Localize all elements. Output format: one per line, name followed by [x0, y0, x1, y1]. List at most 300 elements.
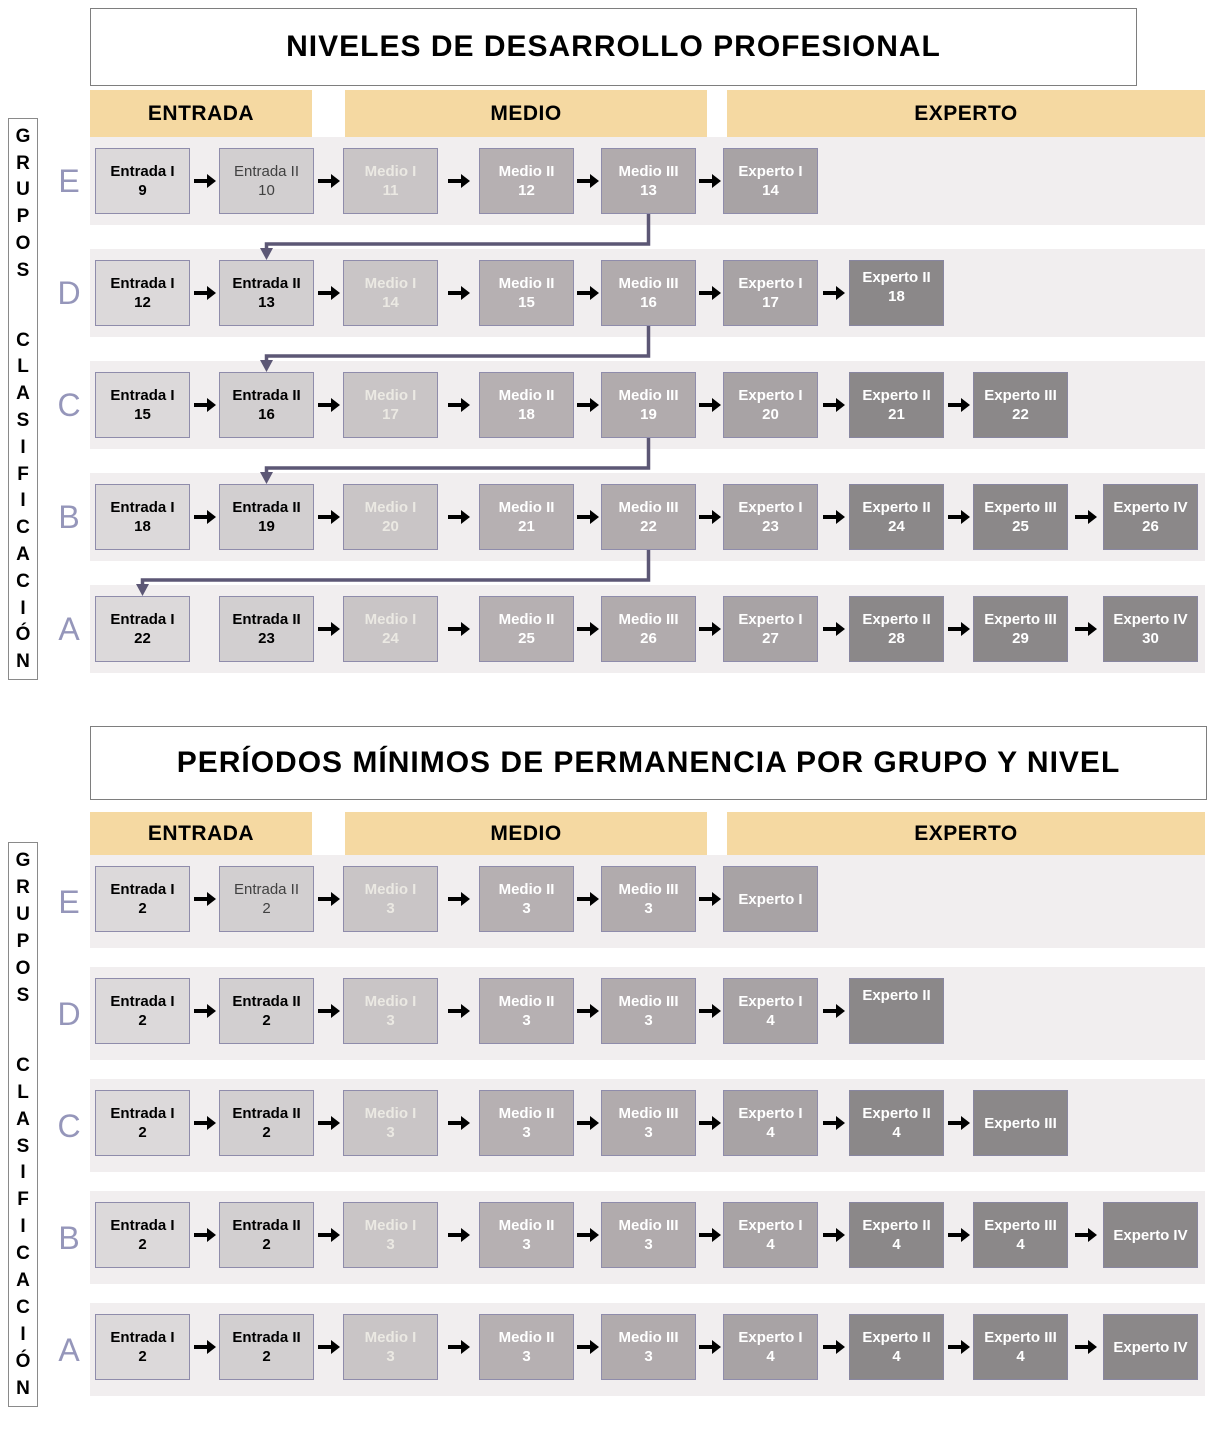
node-label: Medio II: [498, 275, 555, 292]
node-label: Entrada II: [232, 1217, 301, 1234]
node-medio-ii: [479, 1202, 574, 1268]
row-group-letter: D: [57, 995, 81, 1032]
arrow-right-icon: [577, 174, 599, 188]
node-medio-ii: [479, 1314, 574, 1380]
arrow-right-icon: [194, 174, 216, 188]
node-label: Experto I: [738, 611, 803, 628]
arrow-right-icon: [823, 1228, 845, 1242]
row-group-letter: C: [57, 387, 81, 423]
side-label-letter: U: [16, 179, 30, 201]
node-label: Experto I: [738, 387, 803, 404]
side-label-letter: C: [16, 570, 30, 592]
node-value: 9: [138, 182, 147, 199]
side-label-letter: R: [16, 876, 30, 898]
side-label-letter: I: [20, 1324, 26, 1346]
node-value: 4: [1016, 1348, 1025, 1365]
row-group-letter: B: [58, 1219, 80, 1256]
arrow-right-icon: [1075, 1340, 1097, 1354]
side-label-letter: C: [16, 329, 30, 351]
node-label: Medio III: [618, 163, 679, 180]
node-medio-i: [343, 978, 438, 1044]
node-experto-iii: [973, 1314, 1068, 1380]
node-entrada-i: [95, 866, 190, 932]
node-value: 23: [762, 518, 779, 535]
node-value: 13: [640, 182, 657, 199]
node-entrada-ii: [219, 260, 314, 326]
node-value: 3: [386, 1124, 395, 1141]
side-label-letter: S: [16, 259, 30, 281]
node-label: Experto II: [862, 1217, 931, 1234]
node-label: Experto IV: [1113, 1338, 1188, 1356]
arrow-right-icon: [577, 398, 599, 412]
node-entrada-i: [95, 260, 190, 326]
node-label: Experto II: [862, 269, 931, 286]
header-medio: MEDIO: [345, 90, 707, 137]
node-value: 3: [386, 900, 395, 917]
arrow-right-icon: [577, 286, 599, 300]
side-label-letter: O: [15, 957, 31, 979]
arrow-right-icon: [699, 286, 721, 300]
node-experto-iii: [973, 596, 1068, 662]
node-experto-i: [723, 866, 818, 932]
node-value: 4: [766, 1348, 775, 1365]
arrow-right-icon: [194, 1228, 216, 1242]
side-label-letter: S: [16, 1135, 30, 1157]
arrow-right-icon: [699, 1228, 721, 1242]
node-experto-i: [723, 596, 818, 662]
node-value: 3: [522, 1124, 531, 1141]
node-value: 3: [386, 1012, 395, 1029]
node-experto-iii: [973, 372, 1068, 438]
node-label: Experto IV: [1113, 1226, 1188, 1244]
node-label: Entrada II: [232, 387, 301, 404]
node-label: Experto I: [738, 1217, 803, 1234]
node-experto-iv: [1103, 596, 1198, 662]
node-medio-iii: [601, 372, 696, 438]
header-experto: EXPERTO: [727, 90, 1205, 137]
node-value: 4: [766, 1012, 775, 1029]
node-label: Medio I: [364, 1329, 417, 1346]
node-label: Medio III: [618, 611, 679, 628]
node-label: Entrada II: [232, 275, 301, 292]
node-label: Experto III: [984, 1329, 1057, 1346]
node-entrada-ii: [219, 978, 314, 1044]
arrow-right-icon: [823, 1340, 845, 1354]
node-value: 2: [262, 1124, 271, 1141]
node-medio-i: [343, 484, 438, 550]
node-label: Medio II: [498, 387, 555, 404]
side-label-letter: G: [15, 125, 31, 147]
node-label: Entrada I: [110, 881, 175, 898]
row-group-letter: C: [57, 1107, 81, 1144]
side-label-letter: I: [20, 1216, 26, 1238]
arrow-right-icon: [1075, 622, 1097, 636]
arrow-right-icon: [194, 892, 216, 906]
node-label: Entrada I: [110, 1329, 175, 1346]
node-value: 4: [892, 1348, 901, 1365]
node-label: Experto II: [862, 499, 931, 516]
node-label: Experto IV: [1113, 611, 1188, 628]
side-label-letter: R: [16, 152, 30, 174]
node-label: Entrada II: [233, 881, 300, 898]
node-value: 4: [1016, 1236, 1025, 1253]
arrow-right-icon: [318, 1340, 340, 1354]
node-label: Medio II: [498, 1105, 555, 1122]
side-label-letter: S: [16, 984, 30, 1006]
node-medio-iii: [601, 1202, 696, 1268]
arrow-right-icon: [448, 622, 470, 636]
node-experto-ii: [849, 978, 944, 1044]
node-label: Experto IV: [1113, 499, 1188, 516]
node-entrada-ii: [219, 596, 314, 662]
arrow-right-icon: [823, 1116, 845, 1130]
node-value: 22: [640, 518, 657, 535]
node-medio-iii: [601, 1314, 696, 1380]
node-label: Medio II: [498, 611, 555, 628]
arrow-right-icon: [1075, 1228, 1097, 1242]
side-label-letter: F: [17, 463, 29, 485]
node-value: 2: [138, 1236, 147, 1253]
node-medio-ii: [479, 596, 574, 662]
side-label-letter: C: [16, 517, 30, 539]
node-value: 15: [518, 294, 535, 311]
arrow-right-icon: [823, 398, 845, 412]
node-label: Entrada I: [110, 499, 175, 516]
node-label: Entrada II: [233, 163, 300, 180]
node-label: Entrada I: [110, 275, 175, 292]
arrow-right-icon: [194, 1116, 216, 1130]
node-label: Experto II: [862, 987, 931, 1004]
node-label: Medio III: [618, 499, 679, 516]
arrow-right-icon: [948, 1228, 970, 1242]
arrow-right-icon: [577, 1004, 599, 1018]
node-value: 18: [888, 288, 905, 305]
node-value: 3: [386, 1236, 395, 1253]
node-entrada-ii: [219, 484, 314, 550]
side-label-letter: L: [17, 356, 29, 378]
arrow-right-icon: [318, 286, 340, 300]
node-label: Experto I: [738, 1105, 803, 1122]
node-label: Medio I: [364, 163, 417, 180]
side-label-letter: S: [16, 409, 30, 431]
node-label: Medio III: [618, 387, 679, 404]
node-value: 3: [644, 1124, 653, 1141]
node-label: Experto III: [984, 387, 1057, 404]
node-value: 3: [522, 1012, 531, 1029]
node-label: Entrada I: [110, 993, 175, 1010]
node-value: 4: [892, 1236, 901, 1253]
side-label-grupos-clasificacion: [8, 842, 38, 1407]
node-experto-i: [723, 148, 818, 214]
side-label-letter: Ó: [15, 624, 31, 646]
node-label: Experto I: [738, 275, 803, 292]
node-value: 20: [762, 406, 779, 423]
node-experto-iii: [973, 1202, 1068, 1268]
node-value: 16: [258, 406, 275, 423]
side-label-letter: F: [17, 1189, 29, 1211]
side-label-letter: A: [16, 1270, 30, 1292]
arrow-right-icon: [699, 892, 721, 906]
node-experto-iv: [1103, 1314, 1198, 1380]
node-value: 2: [138, 900, 147, 917]
node-experto-i: [723, 1090, 818, 1156]
node-label: Experto III: [984, 1114, 1057, 1132]
node-experto-ii: [849, 1314, 944, 1380]
node-entrada-ii: [219, 148, 314, 214]
side-label-letter: A: [16, 543, 30, 565]
side-label-letter: U: [16, 903, 30, 925]
node-experto-ii: [849, 484, 944, 550]
node-value: 18: [134, 518, 151, 535]
arrow-right-icon: [318, 622, 340, 636]
node-label: Experto I: [738, 1329, 803, 1346]
node-value: 2: [262, 1236, 271, 1253]
node-medio-i: [343, 260, 438, 326]
arrow-right-icon: [823, 622, 845, 636]
arrow-right-icon: [318, 1228, 340, 1242]
node-experto-iii: [973, 484, 1068, 550]
arrow-right-icon: [318, 174, 340, 188]
node-label: Medio I: [364, 1105, 417, 1122]
node-medio-ii: [479, 1090, 574, 1156]
arrow-right-icon: [448, 1116, 470, 1130]
side-label-letter: N: [16, 651, 30, 673]
node-label: Entrada I: [110, 1105, 175, 1122]
node-value: 2: [138, 1124, 147, 1141]
node-label: Experto II: [862, 1329, 931, 1346]
node-value: 4: [892, 1124, 901, 1141]
header-experto: EXPERTO: [727, 812, 1205, 855]
node-value: 11: [382, 182, 399, 199]
node-entrada-i: [95, 978, 190, 1044]
node-experto-iv: [1103, 1202, 1198, 1268]
arrow-right-icon: [699, 1116, 721, 1130]
node-label: Medio I: [364, 993, 417, 1010]
node-medio-iii: [601, 866, 696, 932]
node-label: Medio III: [618, 881, 679, 898]
node-label: Medio I: [364, 881, 417, 898]
side-label-letter: C: [16, 1054, 30, 1076]
node-value: 25: [518, 630, 535, 647]
node-value: 3: [644, 1012, 653, 1029]
node-value: 12: [518, 182, 535, 199]
node-experto-iii: [973, 1090, 1068, 1156]
node-experto-i: [723, 1314, 818, 1380]
side-label-letter: A: [16, 1108, 30, 1130]
node-label: Entrada I: [110, 387, 175, 404]
arrow-right-icon: [448, 1228, 470, 1242]
arrow-right-icon: [194, 1004, 216, 1018]
arrow-right-icon: [318, 398, 340, 412]
bottom-section-title: PERÍODOS MÍNIMOS DE PERMANENCIA POR GRUPO Y NIVEL: [90, 726, 1207, 800]
node-experto-i: [723, 484, 818, 550]
arrow-right-icon: [448, 398, 470, 412]
arrow-right-icon: [448, 510, 470, 524]
node-label: Medio I: [364, 1217, 417, 1234]
arrow-right-icon: [699, 1340, 721, 1354]
arrow-right-icon: [823, 1004, 845, 1018]
side-label-letter: Ó: [15, 1351, 31, 1373]
arrow-right-icon: [318, 1004, 340, 1018]
node-label: Entrada II: [232, 611, 301, 628]
node-label: Entrada II: [232, 499, 301, 516]
node-label: Medio II: [498, 163, 555, 180]
node-medio-iii: [601, 484, 696, 550]
node-label: Medio I: [364, 275, 417, 292]
node-value: 3: [522, 900, 531, 917]
node-label: Medio III: [618, 275, 679, 292]
node-label: Entrada I: [110, 163, 175, 180]
node-value: 2: [262, 1012, 271, 1029]
arrow-right-icon: [699, 622, 721, 636]
arrow-right-icon: [194, 510, 216, 524]
node-value: 22: [134, 630, 151, 647]
node-medio-ii: [479, 484, 574, 550]
side-label-letter: N: [16, 1377, 30, 1399]
node-value: 26: [1142, 518, 1159, 535]
side-label-letter: P: [16, 206, 30, 228]
node-label: Medio II: [498, 499, 555, 516]
node-entrada-i: [95, 596, 190, 662]
node-label: Medio III: [618, 1329, 679, 1346]
node-experto-i: [723, 372, 818, 438]
arrow-right-icon: [194, 398, 216, 412]
node-label: Medio I: [364, 611, 417, 628]
node-value: 25: [1012, 518, 1029, 535]
node-medio-i: [343, 1202, 438, 1268]
node-label: Medio I: [364, 387, 417, 404]
arrow-right-icon: [318, 510, 340, 524]
node-label: Medio I: [364, 499, 417, 516]
node-label: Medio III: [618, 993, 679, 1010]
arrow-right-icon: [699, 1004, 721, 1018]
row-group-letter: E: [58, 163, 80, 199]
node-medio-ii: [479, 148, 574, 214]
arrow-right-icon: [577, 1116, 599, 1130]
node-value: 2: [138, 1348, 147, 1365]
arrow-right-icon: [318, 1116, 340, 1130]
node-value: 21: [888, 406, 905, 423]
node-value: 3: [386, 1348, 395, 1365]
side-label-letter: P: [16, 930, 30, 952]
node-medio-i: [343, 596, 438, 662]
node-entrada-i: [95, 1202, 190, 1268]
arrow-right-icon: [577, 622, 599, 636]
side-label-letter: C: [16, 1243, 30, 1265]
node-experto-ii: [849, 1202, 944, 1268]
node-value: 10: [258, 182, 275, 199]
node-entrada-ii: [219, 1314, 314, 1380]
arrow-right-icon: [699, 510, 721, 524]
node-label: Experto I: [738, 993, 803, 1010]
node-label: Medio II: [498, 993, 555, 1010]
arrow-right-icon: [577, 1340, 599, 1354]
side-label-letter: I: [20, 490, 26, 512]
arrow-right-icon: [448, 174, 470, 188]
node-value: 3: [522, 1348, 531, 1365]
side-label-letter: I: [20, 1162, 26, 1184]
node-entrada-i: [95, 372, 190, 438]
arrow-right-icon: [948, 398, 970, 412]
side-label-letter: I: [20, 597, 26, 619]
side-label-letter: L: [17, 1081, 29, 1103]
node-value: 15: [134, 406, 151, 423]
node-medio-ii: [479, 978, 574, 1044]
node-label: Experto I: [738, 890, 803, 908]
row-group-letter: D: [57, 275, 81, 311]
node-value: 2: [262, 900, 271, 917]
node-value: 22: [1012, 406, 1029, 423]
node-medio-ii: [479, 260, 574, 326]
node-value: 16: [640, 294, 657, 311]
row-group-letter: B: [58, 499, 80, 535]
node-value: 26: [640, 630, 657, 647]
node-value: 21: [518, 518, 535, 535]
side-label-letter: C: [16, 1297, 30, 1319]
node-medio-i: [343, 1314, 438, 1380]
arrow-right-icon: [577, 892, 599, 906]
top-section-title: NIVELES DE DESARROLLO PROFESIONAL: [90, 8, 1137, 86]
node-label: Medio II: [498, 881, 555, 898]
node-label: Experto III: [984, 499, 1057, 516]
node-value: 28: [888, 630, 905, 647]
node-value: 14: [382, 294, 399, 311]
node-medio-iii: [601, 148, 696, 214]
arrow-right-icon: [448, 1004, 470, 1018]
arrow-right-icon: [448, 286, 470, 300]
arrow-right-icon: [577, 510, 599, 524]
node-value: 29: [1012, 630, 1029, 647]
node-value: 24: [888, 518, 905, 535]
node-value: 17: [382, 406, 399, 423]
node-label: Entrada II: [232, 1329, 301, 1346]
node-value: 19: [640, 406, 657, 423]
arrow-right-icon: [948, 1340, 970, 1354]
arrow-right-icon: [448, 1340, 470, 1354]
arrow-right-icon: [823, 510, 845, 524]
node-medio-ii: [479, 372, 574, 438]
node-value: 19: [258, 518, 275, 535]
row-group-letter: A: [58, 611, 80, 647]
arrow-right-icon: [1075, 510, 1097, 524]
node-value: 3: [644, 900, 653, 917]
node-entrada-ii: [219, 866, 314, 932]
arrow-right-icon: [448, 892, 470, 906]
header-entrada: ENTRADA: [90, 812, 312, 855]
node-medio-i: [343, 372, 438, 438]
node-experto-ii: [849, 372, 944, 438]
node-value: 30: [1142, 630, 1159, 647]
node-label: Medio III: [618, 1217, 679, 1234]
arrow-right-icon: [699, 174, 721, 188]
side-label-letter: I: [20, 436, 26, 458]
node-medio-iii: [601, 978, 696, 1044]
node-label: Experto I: [738, 499, 803, 516]
node-value: 20: [382, 518, 399, 535]
node-value: 2: [262, 1348, 271, 1365]
node-value: 24: [382, 630, 399, 647]
row-group-letter: E: [58, 883, 80, 920]
arrow-right-icon: [194, 1340, 216, 1354]
node-entrada-ii: [219, 1202, 314, 1268]
node-label: Medio II: [498, 1217, 555, 1234]
node-value: 14: [762, 182, 779, 199]
node-label: Medio III: [618, 1105, 679, 1122]
node-value: 3: [522, 1236, 531, 1253]
arrow-right-icon: [948, 622, 970, 636]
node-medio-i: [343, 1090, 438, 1156]
node-experto-i: [723, 1202, 818, 1268]
